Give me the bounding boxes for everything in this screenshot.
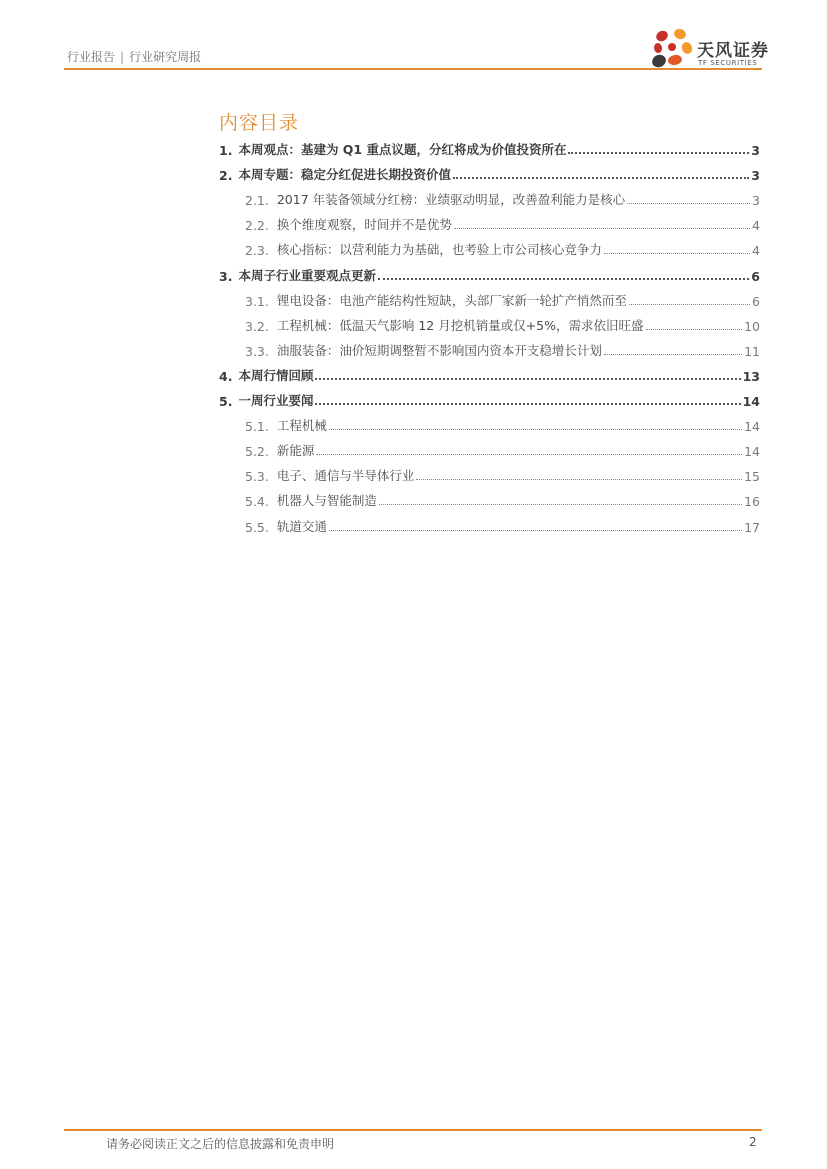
flower-logo-icon	[650, 26, 694, 72]
toc-entry-number: 2.1.	[245, 193, 269, 208]
toc-entry-page: 15	[744, 469, 760, 484]
toc-entry[interactable]	[219, 266, 760, 284]
toc-subentry[interactable]	[245, 316, 760, 334]
toc-entry-page: 4	[752, 218, 760, 233]
header-separator: |	[120, 50, 125, 64]
toc-entry-page: 10	[744, 319, 760, 334]
toc-dot-leader	[627, 203, 750, 204]
toc-entry-text: 本周子行业重要观点更新	[238, 268, 376, 283]
toc-entry-number: 5.1.	[245, 419, 269, 434]
toc-dot-leader	[604, 354, 742, 355]
toc-entry-text: 新能源	[276, 443, 315, 458]
toc-dot-leader	[453, 177, 749, 179]
toc-dot-leader	[316, 454, 742, 455]
toc-entry-number: 2.3.	[245, 243, 269, 258]
toc-entry-text: 核心指标：以营利能力为基础，也考验上市公司核心竞争力	[276, 242, 602, 257]
toc-entry-number: 5.5.	[245, 520, 269, 535]
toc-entry-text: 本周行情回顾	[238, 368, 314, 383]
toc-entry-page: 11	[744, 344, 760, 359]
toc-entry-number: 3.	[219, 269, 233, 284]
toc-subentry[interactable]	[245, 291, 760, 309]
header-breadcrumb	[67, 48, 201, 65]
toc-dot-leader	[315, 403, 740, 405]
toc-entry-page: 3	[752, 193, 760, 208]
toc-entry[interactable]	[219, 140, 760, 158]
toc-entry-page: 6	[751, 269, 760, 284]
toc-subentry[interactable]	[245, 491, 760, 509]
toc-entry-page: 14	[742, 394, 760, 409]
toc-subentry[interactable]	[245, 215, 760, 233]
brand-name-en: TF SECURITIES	[698, 59, 758, 67]
toc-dot-leader	[379, 504, 742, 505]
brand-name: 天风证券	[697, 41, 769, 61]
toc-entry-number: 5.2.	[245, 444, 269, 459]
toc-entry-number: 2.	[219, 168, 233, 183]
toc-entry-page: 16	[744, 494, 760, 509]
toc-entry-text: 本周专题：稳定分红促进长期投资价值	[238, 167, 451, 182]
toc-subentry[interactable]	[245, 190, 760, 208]
toc-entry-number: 1.	[219, 143, 233, 158]
toc-entry-page: 3	[751, 168, 760, 183]
toc-entry-number: 5.4.	[245, 494, 269, 509]
brand-logo	[650, 26, 769, 72]
toc-dot-leader	[629, 304, 750, 305]
toc-dot-leader	[416, 479, 742, 480]
toc-entry-text: 本周观点：基建为 Q1 重点议题，分红将成为价值投资所在	[238, 142, 567, 157]
header-divider	[64, 68, 762, 70]
toc-entry-number: 5.	[219, 394, 233, 409]
toc-title: 内容目录	[219, 112, 300, 134]
toc-dot-leader	[568, 152, 749, 154]
toc-entry-number: 5.3.	[245, 469, 269, 484]
footer-divider	[64, 1129, 762, 1131]
toc-entry-number: 3.2.	[245, 319, 269, 334]
toc-entry[interactable]	[219, 165, 760, 183]
toc-entry-text: 工程机械	[276, 418, 327, 433]
toc-entry-page: 14	[744, 419, 760, 434]
toc-entry-text: 换个维度观察，时间并不是优势	[276, 217, 452, 232]
footer-disclaimer: 请务必阅读正文之后的信息披露和免责申明	[106, 1137, 335, 1151]
toc-entry-text: 机器人与智能制造	[276, 493, 377, 508]
toc-entry-page: 4	[752, 243, 760, 258]
toc-dot-leader	[315, 378, 740, 380]
toc-dot-leader	[378, 278, 749, 280]
toc-entry-page: 3	[751, 143, 760, 158]
toc-entry-text: 轨道交通	[276, 519, 327, 534]
toc-entry-page: 14	[744, 444, 760, 459]
toc-subentry[interactable]	[245, 466, 760, 484]
toc-entry-number: 3.1.	[245, 294, 269, 309]
toc-entry-text: 工程机械：低温天气影响 12 月挖机销量或仅+5%，需求依旧旺盛	[276, 318, 644, 333]
toc-entry-page: 6	[752, 294, 760, 309]
toc-subentry[interactable]	[245, 240, 760, 258]
toc-dot-leader	[604, 253, 750, 254]
toc-dot-leader	[454, 228, 750, 229]
toc-entry-text: 2017 年装备领域分红榜：业绩驱动明显，改善盈利能力是核心	[276, 192, 626, 207]
toc-subentry[interactable]	[245, 441, 760, 459]
toc-subentry[interactable]	[245, 416, 760, 434]
header-subcategory: 行业研究周报	[129, 50, 202, 64]
toc-dot-leader	[646, 329, 743, 330]
toc-entry-number: 3.3.	[245, 344, 269, 359]
toc-entry-text: 锂电设备：电池产能结构性短缺，头部厂家新一轮扩产悄然而至	[276, 293, 627, 308]
toc-entry-text: 电子、通信与半导体行业	[276, 468, 415, 483]
toc-dot-leader	[329, 429, 742, 430]
toc-subentry[interactable]	[245, 517, 760, 535]
toc-entry[interactable]	[219, 391, 760, 409]
toc-entry-text: 一周行业要闻	[238, 393, 314, 408]
toc-subentry[interactable]	[245, 341, 760, 359]
header-category: 行业报告	[67, 50, 116, 64]
toc-entry-number: 4.	[219, 369, 233, 384]
toc-dot-leader	[329, 530, 742, 531]
toc-entry-page: 17	[744, 520, 760, 535]
toc-entry[interactable]	[219, 366, 760, 384]
toc-entry-text: 油服装备：油价短期调整暂不影响国内资本开支稳增长计划	[276, 343, 602, 358]
footer-page-number: 2	[749, 1135, 757, 1149]
toc-entry-page: 13	[742, 369, 760, 384]
toc-entry-number: 2.2.	[245, 218, 269, 233]
